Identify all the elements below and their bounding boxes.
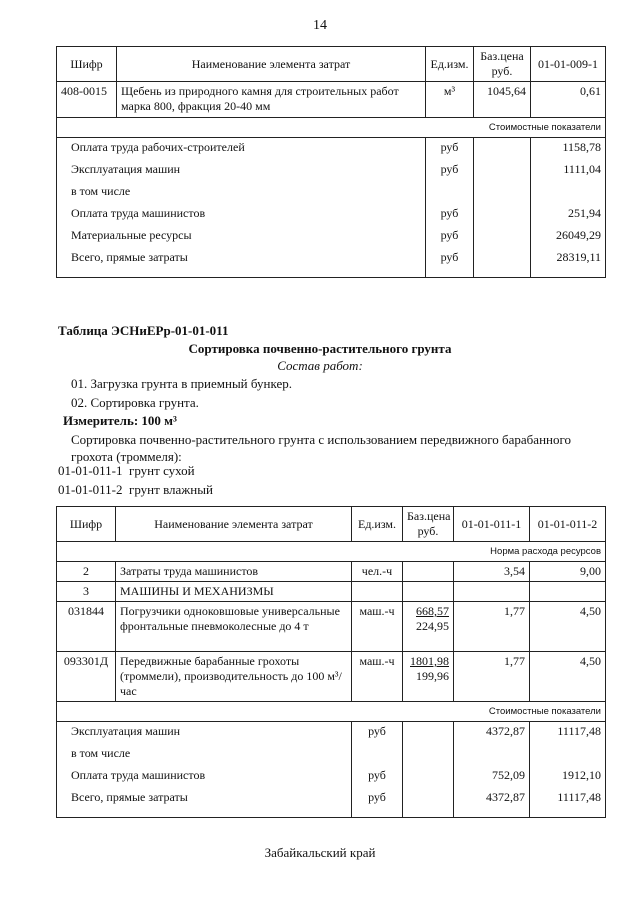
cost-label: Всего, прямые затраты — [57, 788, 352, 818]
table-header-row — [57, 507, 606, 542]
section-label: Норма расхода ресурсов — [57, 542, 606, 562]
price-primary: 668,57 — [416, 604, 449, 618]
cost-value: 28319,11 — [531, 248, 606, 278]
row-unit: маш.-ч — [352, 652, 403, 702]
row-code: 408-0015 — [57, 82, 117, 118]
cost-unit: руб — [352, 722, 403, 744]
cost-label: Всего, прямые затраты — [57, 248, 426, 278]
page-number: 14 — [313, 18, 327, 33]
header-price: Баз.цена руб. — [474, 47, 531, 82]
table-row — [57, 744, 606, 766]
header-name: Наименование элемента затрат — [117, 47, 426, 82]
header-col2: 01-01-011-2 — [530, 507, 606, 542]
header-code: Шифр — [57, 47, 117, 82]
table-row — [57, 138, 606, 160]
row-value-2: 9,00 — [530, 562, 606, 582]
header-unit: Ед.изм. — [352, 507, 403, 542]
row-value-2: 4,50 — [530, 652, 606, 702]
table-row — [57, 82, 606, 118]
section-heading: Сортировка почвенно-растительного грунта — [188, 341, 452, 356]
section-row — [57, 702, 606, 722]
row-value-2: 4,50 — [530, 602, 606, 652]
row-code: 3 — [57, 582, 116, 602]
row-name: Погрузчики одноковшовые универсальные фронтальные пневмоколесные до 4 т — [116, 602, 352, 652]
cost-unit: руб — [426, 248, 474, 278]
cost-unit: руб — [352, 788, 403, 818]
table-row — [57, 722, 606, 744]
cost-value: 1158,78 — [531, 138, 606, 160]
machines-title: МАШИНЫ И МЕХАНИЗМЫ — [116, 582, 352, 602]
table-row — [57, 652, 606, 702]
header-name: Наименование элемента затрат — [116, 507, 352, 542]
table-row — [57, 248, 606, 278]
row-unit: чел.-ч — [352, 562, 403, 582]
table-row — [57, 582, 606, 602]
variant-item — [58, 463, 195, 479]
cost-value-1: 4372,87 — [454, 788, 530, 818]
table-row — [57, 562, 606, 582]
section-row — [57, 118, 606, 138]
price-secondary: 199,96 — [416, 669, 449, 683]
header-unit: Ед.изм. — [426, 47, 474, 82]
cost-label: в том числе — [57, 744, 352, 766]
row-code: 2 — [57, 562, 116, 582]
cost-value: 251,94 — [531, 204, 606, 226]
price-primary: 1801,98 — [410, 654, 449, 668]
header-code: Шифр — [57, 507, 116, 542]
work-title: Состав работ: — [277, 358, 363, 373]
row-name: Щебень из природного камня для строительных работ марка 800, фракция 20-40 мм — [117, 82, 426, 118]
section-label: Стоимостные показатели — [57, 118, 606, 138]
row-code: 031844 — [57, 602, 116, 652]
cost-value-2: 11117,48 — [530, 722, 606, 744]
cost-value: 1111,04 — [531, 160, 606, 182]
cost-unit: руб — [426, 226, 474, 248]
cost-label: Оплата труда машинистов — [57, 766, 352, 788]
row-name: Затраты труда машинистов — [116, 562, 352, 582]
cost-value: 26049,29 — [531, 226, 606, 248]
work-item: 01. Загрузка грунта в приемный бункер. — [71, 376, 292, 391]
header-col1: 01-01-011-1 — [454, 507, 530, 542]
row-value: 0,61 — [531, 82, 606, 118]
cost-table-2 — [56, 506, 606, 818]
table-row — [57, 226, 606, 248]
description: Сортировка почвенно-растительного грунта с использованием передвижного барабанного грохота (троммеля): — [71, 432, 571, 464]
cost-unit: руб — [426, 138, 474, 160]
table-row — [57, 602, 606, 652]
row-value-1: 1,77 — [454, 652, 530, 702]
row-unit: маш.-ч — [352, 602, 403, 652]
meter: Измеритель: 100 м³ — [63, 413, 177, 428]
cost-label: Оплата труда машинистов — [57, 204, 426, 226]
table-row — [57, 204, 606, 226]
header-col1: 01-01-009-1 — [531, 47, 606, 82]
table-header-row — [57, 47, 606, 82]
cost-label: Эксплуатация машин — [57, 722, 352, 744]
cost-value-1: 4372,87 — [454, 722, 530, 744]
page-footer: Забайкальский край — [264, 845, 376, 860]
variant-code: 01-01-011-2 — [58, 482, 123, 497]
cost-value-2: 11117,48 — [530, 788, 606, 818]
cost-value-1: 752,09 — [454, 766, 530, 788]
variant-item — [58, 482, 213, 498]
row-unit: м³ — [426, 82, 474, 118]
cost-unit: руб — [426, 204, 474, 226]
cost-unit: руб — [352, 766, 403, 788]
row-value-1: 1,77 — [454, 602, 530, 652]
variant-label: грунт сухой — [129, 463, 195, 478]
work-item: 02. Сортировка грунта. — [71, 395, 199, 410]
cost-label: в том числе — [57, 182, 426, 204]
table-row — [57, 182, 606, 204]
variant-label: грунт влажный — [129, 482, 213, 497]
row-price: 1045,64 — [474, 82, 531, 118]
section-label: Стоимостные показатели — [57, 702, 606, 722]
cost-unit: руб — [426, 160, 474, 182]
row-name: Передвижные барабанные грохоты (троммели), производительность до 100 м³/час — [116, 652, 352, 702]
cost-label: Эксплуатация машин — [57, 160, 426, 182]
cost-label: Оплата труда рабочих-строителей — [57, 138, 426, 160]
row-value-1: 3,54 — [454, 562, 530, 582]
cost-value-2: 1912,10 — [530, 766, 606, 788]
table-row — [57, 160, 606, 182]
variant-code: 01-01-011-1 — [58, 463, 123, 478]
table-title: Таблица ЭСНиЕРр-01-01-011 — [58, 323, 229, 338]
cost-table-1 — [56, 46, 606, 278]
price-secondary: 224,95 — [416, 619, 449, 633]
table-row — [57, 788, 606, 818]
table-row — [57, 766, 606, 788]
header-price: Баз.цена руб. — [403, 507, 454, 542]
section-row — [57, 542, 606, 562]
row-code: 093301Д — [57, 652, 116, 702]
cost-label: Материальные ресурсы — [57, 226, 426, 248]
